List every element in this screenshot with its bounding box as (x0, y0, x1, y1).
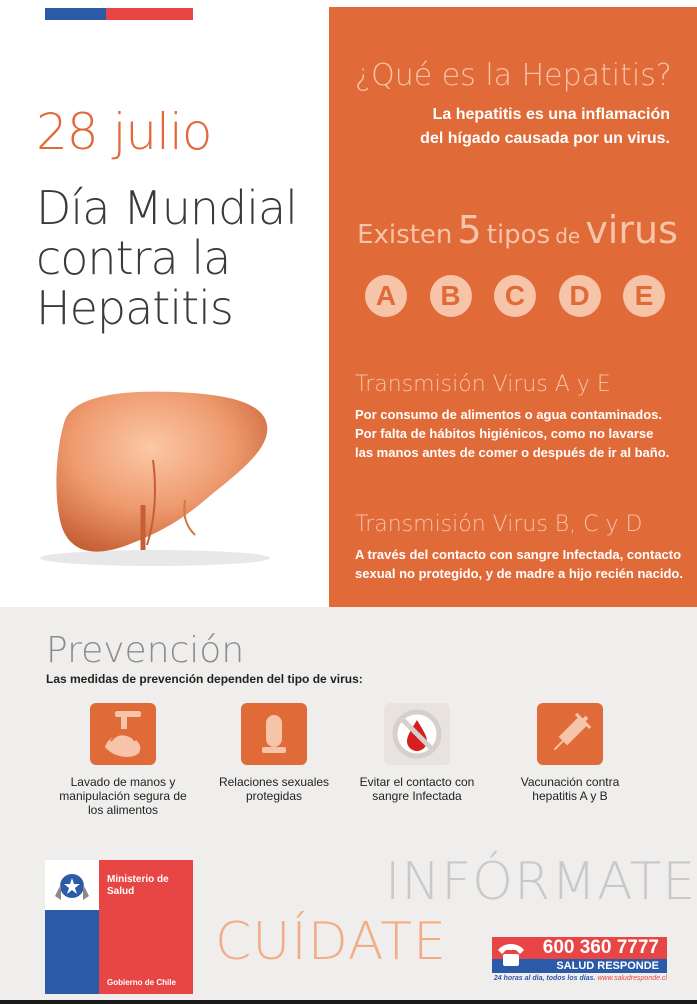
transmission-ae-heading: Transmisión Virus A y E (355, 372, 611, 397)
hand-washing-icon (90, 703, 156, 765)
bottom-border (0, 1000, 697, 1004)
salud-responde-badge: 600 360 7777 SALUD RESPONDE 24 horas al día, todos los días. www.saludresponde.cl (493, 937, 667, 982)
event-title: Día Mundial contra la Hepatitis (36, 181, 297, 335)
no-blood-icon (384, 703, 450, 765)
prevention-label-vaccine: Vacunación contra hepatitis A y B (520, 775, 620, 803)
virus-type-a: A (365, 275, 407, 317)
prevention-label-protected: Relaciones sexuales protegidas (218, 775, 330, 803)
chile-flag-bar (45, 8, 193, 20)
cuidate-text: CUÍDATE (215, 912, 447, 972)
condom-icon (241, 703, 307, 765)
transmission-ae-text: Por consumo de alimentos o agua contaminados. Por falta de hábitos higiénicos, como no lavarse las manos antes de comer o después de ir al baño. (355, 407, 670, 460)
liver-illustration (35, 380, 280, 570)
informate-text: INFÓRMATE (385, 852, 697, 912)
types-heading: Existen 5 tipos de virus (357, 208, 678, 252)
transmission-bcd-heading: Transmisión Virus B, C y D (355, 512, 643, 537)
virus-type-d: D (559, 275, 601, 317)
hepatitis-description: La hepatitis es una inflamación del hígado causada por un virus. (420, 106, 670, 147)
virus-type-c: C (494, 275, 536, 317)
virus-type-list (365, 275, 665, 317)
prevention-subtitle: Las medidas de prevención dependen del tipo de virus: (46, 672, 363, 686)
virus-type-e: E (623, 275, 665, 317)
virus-type-b: B (430, 275, 472, 317)
transmission-bcd-text: A través del contacto con sangre Infectada, contacto sexual no protegido, y de madre a hijo recién nacido. (355, 547, 683, 581)
telephone-icon (494, 938, 528, 972)
question-heading: ¿Qué es la Hepatitis? (355, 58, 672, 93)
ministerio-salud-logo: Ministerio de Salud Gobierno de Chile (45, 860, 193, 994)
prevention-label-hands: Lavado de manos y manipulación segura de los alimentos (59, 775, 187, 817)
prevention-label-blood: Evitar el contacto con sangre Infectada (359, 775, 475, 803)
event-date: 28 julio (36, 103, 212, 161)
prevention-title: Prevención (46, 630, 245, 671)
coat-of-arms-icon (51, 866, 93, 906)
syringe-icon (537, 703, 603, 765)
